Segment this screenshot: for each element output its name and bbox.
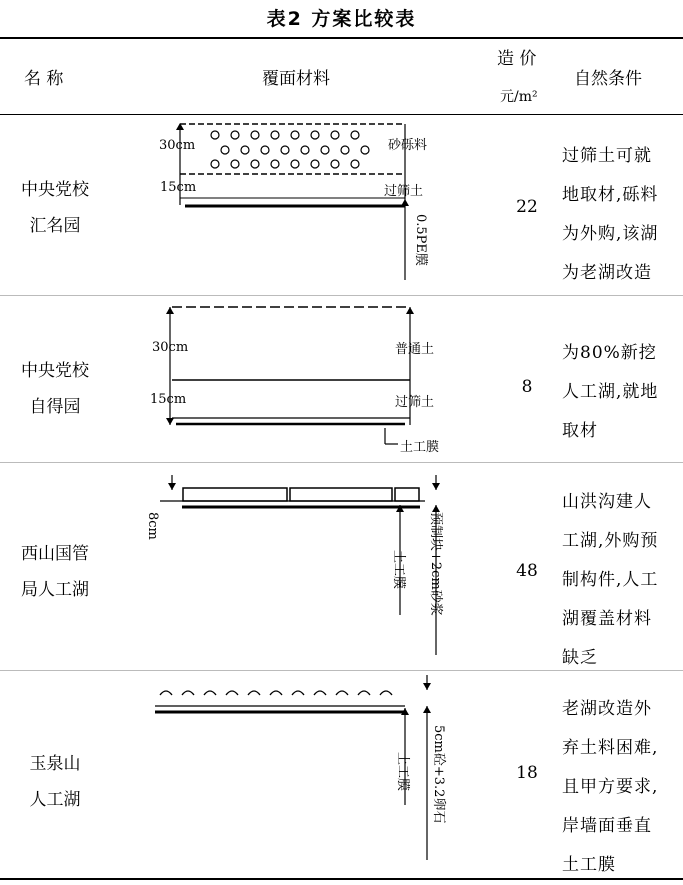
row-name-line2: 自得园 (29, 397, 81, 417)
dim-label: 30cm (152, 340, 189, 355)
row-cond-1: 山洪沟建人 (562, 492, 652, 512)
header-cost-unit: 元/m² (500, 89, 538, 105)
row-cond-1: 老湖改造外 (562, 699, 652, 719)
row-cond-3: 制构件,人工 (562, 570, 659, 590)
header-material: 覆面材料 (262, 69, 330, 89)
layer-label: 砂砾料 (388, 138, 428, 153)
layer-label: 预制块+2cm砂浆 (428, 512, 443, 616)
row-name-line1: 中央党校 (21, 361, 89, 381)
dim-label: 15cm (150, 392, 187, 407)
row-cost: 22 (516, 197, 538, 217)
row-name-line1: 中央党校 (21, 180, 89, 200)
row-cond-1: 为80%新挖 (562, 343, 657, 363)
header-name: 名 称 (24, 69, 64, 89)
layer-label: 过筛土 (395, 395, 435, 410)
row-name-line2: 人工湖 (29, 790, 81, 810)
row-cond-4: 为老湖改造 (562, 263, 652, 283)
dim-label: 15cm (160, 180, 197, 195)
membrane-label: 土工膜 (395, 752, 410, 792)
bottom-rule (0, 878, 683, 880)
row-cond-1: 过筛土可就 (562, 146, 652, 166)
row-cond-4: 湖覆盖材料 (562, 609, 652, 629)
row-cost: 8 (521, 377, 533, 397)
row-cost: 18 (516, 763, 538, 783)
layer-label: 过筛土 (384, 184, 424, 199)
row-cost: 48 (516, 561, 538, 581)
row-cond-2: 人工湖,就地 (562, 382, 659, 402)
row-name-line1: 西山国管 (21, 544, 89, 564)
membrane-label: 土工膜 (400, 440, 440, 455)
row-name-line2: 局人工湖 (21, 580, 89, 600)
dim-label: 30cm (159, 138, 196, 153)
header-cost: 造 价 (497, 49, 537, 69)
row-cond-3: 且甲方要求, (562, 777, 659, 797)
row-cond-2: 弃土料困难, (562, 738, 659, 758)
header-conditions: 自然条件 (574, 69, 642, 89)
row-cond-2: 地取材,砾料 (562, 185, 659, 205)
layer-label: 普通土 (395, 342, 435, 357)
row-cond-5: 缺乏 (562, 648, 598, 668)
row-cond-5: 土工膜 (562, 855, 616, 875)
layer-label: 5cm砼+3.2卵石 (431, 725, 446, 824)
row-cond-3: 为外购,该湖 (562, 224, 659, 244)
row-cond-4: 岸墙面垂直 (562, 816, 652, 836)
row-name-line1: 玉泉山 (29, 754, 81, 774)
row-cond-2: 工湖,外购预 (562, 531, 659, 551)
table-title: 表2 方案比较表 (266, 8, 417, 30)
row-cond-3: 取材 (562, 421, 598, 441)
dim-label: 8cm (145, 512, 160, 540)
membrane-label: 0.5PE膜 (413, 214, 428, 266)
pebble-pattern (160, 691, 392, 695)
row-name-line2: 汇名园 (29, 216, 81, 236)
membrane-label: 土工膜 (391, 550, 406, 590)
